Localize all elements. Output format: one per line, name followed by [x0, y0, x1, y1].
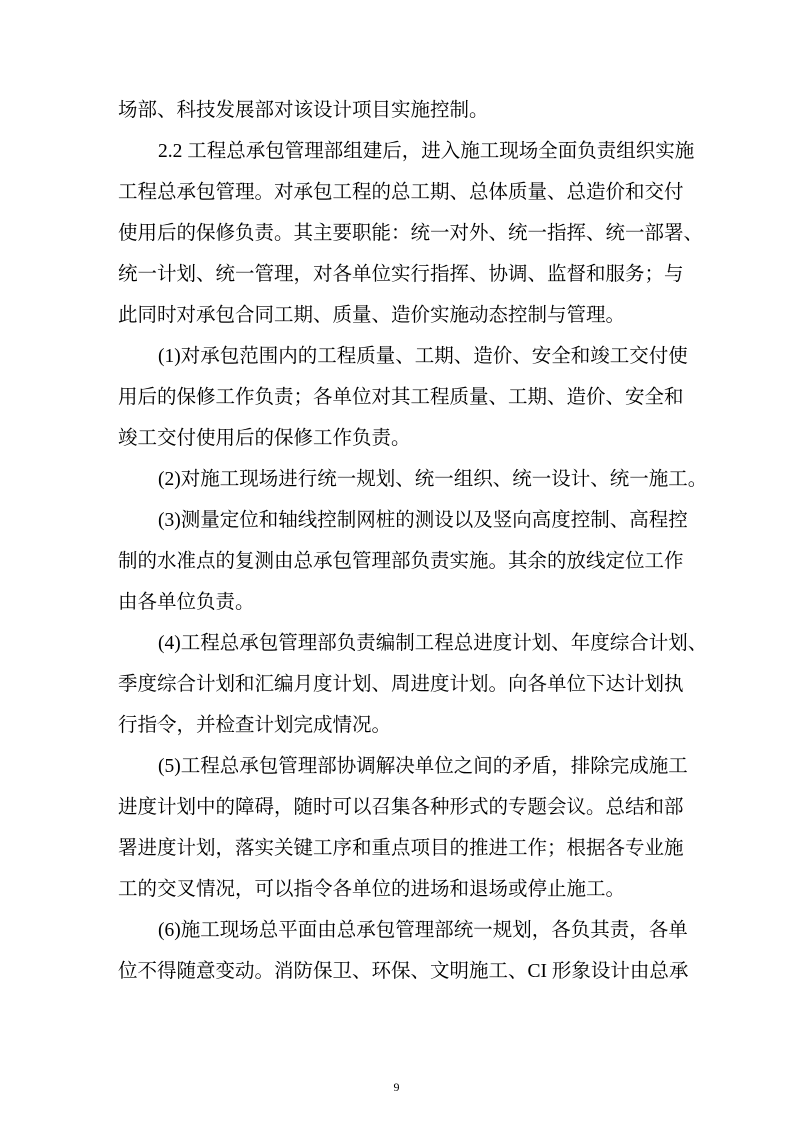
text-line: 由各单位负责。 — [118, 592, 255, 613]
text-line: 竣工交付使用后的保修工作负责。 — [118, 428, 411, 449]
text-line: 此同时对承包合同工期、质量、造价实施动态控制与管理。 — [118, 305, 626, 326]
text-line: 工的交叉情况，可以指令各单位的进场和退场或停止施工。 — [118, 879, 626, 900]
text-line: 2.2 工程总承包管理部组建后，进入施工现场全面负责组织实施 — [158, 141, 695, 162]
page-number: 9 — [393, 1080, 400, 1094]
text-line: 署进度计划，落实关键工序和重点项目的推进工作；根据各专业施 — [118, 838, 684, 859]
text-line: 用后的保修工作负责；各单位对其工程质量、工期、造价、安全和 — [118, 387, 684, 408]
paragraph — [118, 90, 666, 131]
paragraph — [118, 910, 689, 992]
paragraph — [118, 459, 708, 500]
text-line: 进度计划中的障碍，随时可以召集各种形式的专题会议。总结和部 — [118, 797, 684, 818]
paragraph — [118, 131, 704, 336]
text-line: (2)对施工现场进行统一规划、统一组织、统一设计、统一施工。 — [158, 469, 708, 490]
text-line: (3)测量定位和轴线控制网桩的测设以及竖向高度控制、高程控 — [158, 510, 688, 531]
text-line: (6)施工现场总平面由总承包管理部统一规划，各负其责，各单 — [158, 920, 688, 941]
text-line: (4)工程总承包管理部负责编制工程总进度计划、年度综合计划、 — [158, 633, 708, 654]
text-line: 季度综合计划和汇编月度计划、周进度计划。向各单位下达计划执 — [118, 674, 684, 695]
text-line: 统一计划、统一管理，对各单位实行指挥、协调、监督和服务；与 — [118, 264, 684, 285]
text-line: 行指令，并检查计划完成情况。 — [118, 715, 392, 736]
text-line: 制的水准点的复测由总承包管理部负责实施。其余的放线定位工作 — [118, 551, 684, 572]
text-line: (1)对承包范围内的工程质量、工期、造价、安全和竣工交付使 — [158, 346, 688, 367]
text-line: 位不得随意变动。消防保卫、环保、文明施工、CI 形象设计由总承 — [118, 961, 689, 982]
text-line: 使用后的保修负责。其主要职能：统一对外、统一指挥、统一部署、 — [118, 223, 704, 244]
document-body — [118, 90, 708, 992]
text-line: 场部、科技发展部对该设计项目实施控制。 — [118, 100, 489, 121]
paragraph — [118, 623, 708, 746]
text-line: 工程总承包管理。对承包工程的总工期、总体质量、总造价和交付 — [118, 182, 684, 203]
paragraph — [118, 746, 688, 910]
paragraph — [118, 500, 688, 623]
paragraph — [118, 336, 688, 459]
text-line: (5)工程总承包管理部协调解决单位之间的矛盾，排除完成施工 — [158, 756, 688, 777]
